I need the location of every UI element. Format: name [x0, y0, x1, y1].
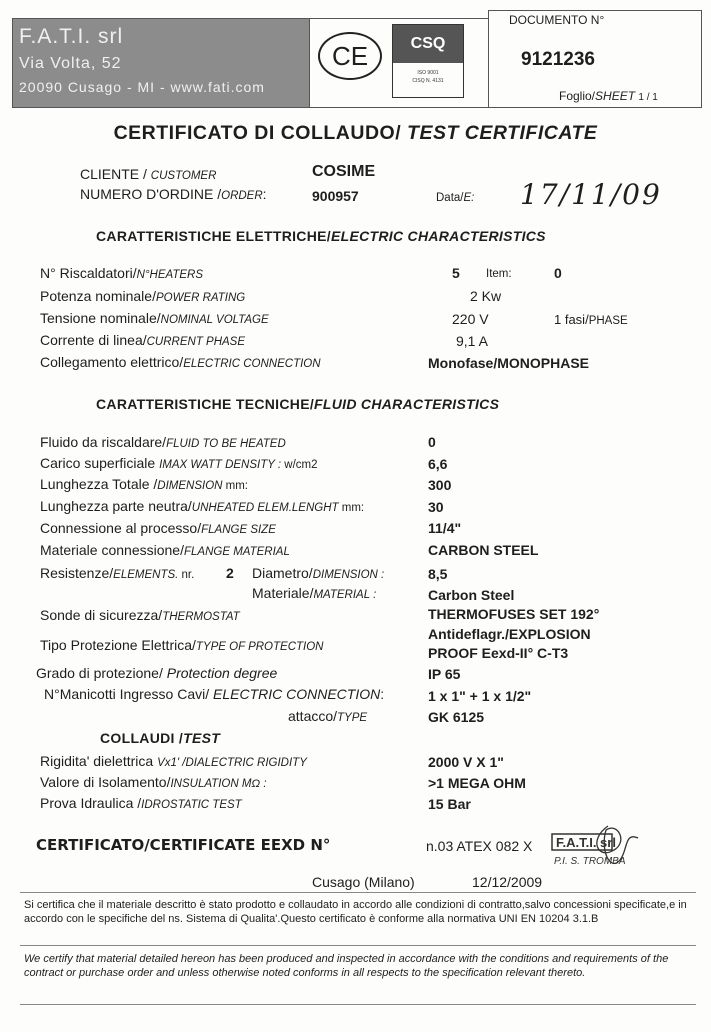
csq-logo-text: CSQ [393, 25, 463, 63]
document-box [488, 10, 702, 108]
stamp-name: P.I. S. TROMBA [554, 856, 626, 867]
heaters-label: N° Riscaldatori/N°HEATERS [40, 265, 204, 281]
degree-label: Grado di protezione/ Protection degree [36, 665, 278, 681]
heaters-value: 5 [452, 265, 460, 281]
item-value: 0 [554, 265, 562, 281]
flange-size-value: 11/4" [428, 520, 462, 536]
csq-small-2: CISQ N. 4131 [412, 78, 444, 84]
hydrostatic-label: Prova Idraulica /IDROSTATIC TEST [40, 795, 242, 811]
footer-separator-2 [20, 945, 696, 946]
protection-label: Tipo Protezione Elettrica/TYPE OF PROTECTION [40, 637, 324, 653]
company-address: Via Volta, 52 [19, 55, 122, 72]
document-number: 9121236 [521, 49, 595, 70]
fluid-section-title: CARATTERISTICHE TECNICHE/FLUID CHARACTERISTICS [96, 396, 500, 412]
insulation-value: >1 MEGA OHM [428, 775, 526, 791]
cable-label: N°Manicotti Ingresso Cavi/ ELECTRIC CONNECTION: [44, 686, 385, 702]
footer-separator-1 [20, 892, 696, 893]
total-length-label: Lunghezza Totale /DIMENSION mm: [40, 476, 249, 492]
protection-value-1: Antideflagr./EXPLOSION [428, 626, 591, 642]
voltage-value: 220 V [452, 311, 489, 327]
certificate-value: n.03 ATEX 082 X [426, 838, 533, 854]
connection-label: Collegamento elettrico/ELECTRIC CONNECTION [40, 354, 321, 370]
test-section-title: COLLAUDI /TEST [100, 730, 221, 746]
certificate-label: CERTIFICATO/CERTIFICATE EEXD N° [36, 836, 331, 854]
power-label: Potenza nominale/POWER RATING [40, 288, 246, 304]
neutral-length-value: 30 [428, 499, 444, 515]
document-label: DOCUMENTO N° [509, 13, 605, 27]
degree-value: IP 65 [428, 666, 461, 682]
flange-material-value: CARBON STEEL [428, 542, 539, 558]
csq-logo [392, 24, 464, 98]
material-label: Materiale/MATERIAL : [252, 585, 377, 601]
current-value: 9,1 A [456, 333, 488, 349]
diameter-label: Diametro/DIMENSION : [252, 565, 385, 581]
power-value: 2 Kw [470, 288, 502, 304]
watt-density-value: 6,6 [428, 456, 448, 472]
company-logo-block [12, 18, 310, 108]
thermostat-value: THERMOFUSES SET 192° [428, 606, 600, 622]
flange-material-label: Materiale connessione/FLANGE MATERIAL [40, 542, 290, 558]
customer-value: COSIME [312, 163, 376, 180]
phase-value: 1 fasi/PHASE [554, 312, 628, 327]
item-label: Item: [486, 268, 512, 280]
footer-italian: Si certifica che il materiale descritto è stato prodotto e collaudato in accordo alle condizioni di contratto,salvo concessioni specificate,e in accordo con le specifiche del ns. Sistema di Qualita'.Questo certificato è conforme alla normativa UNI EN 10204 3.1.B [24, 899, 687, 925]
footer-separator-3 [20, 1004, 696, 1005]
hydrostatic-value: 15 Bar [428, 796, 471, 812]
sheet-label: Foglio/SHEET 1 / 1 [559, 89, 658, 103]
insulation-label: Valore di Isolamento/INSULATION MΩ : [40, 774, 267, 790]
order-label: NUMERO D'ORDINE /ORDER: [80, 186, 267, 202]
date-label: Data/E: [436, 192, 475, 204]
current-label: Corrente di linea/CURRENT PHASE [40, 332, 246, 348]
elements-label: Resistenze/ELEMENTS. nr. [40, 565, 195, 581]
diameter-value: 8,5 [428, 566, 448, 582]
fluid-value: 0 [428, 434, 436, 450]
csq-small-1: ISO 9001 [417, 70, 439, 76]
flange-size-label: Connessione al processo/FLANGE SIZE [40, 520, 276, 536]
date-value: 17/11/09 [520, 178, 662, 211]
page-title: CERTIFICATO DI COLLAUDO/ TEST CERTIFICATE [113, 122, 598, 144]
connection-value: Monofase/MONOPHASE [428, 355, 590, 371]
rigidity-label: Rigidita' dielettrica Vx1' /DIALECTRIC RIGIDITY [40, 753, 307, 769]
signature-stamp [548, 820, 678, 880]
stamp-company: F.A.T.I. srl [556, 835, 616, 850]
cable-value: 1 x 1" + 1 x 1/2" [428, 688, 532, 704]
ce-mark-icon: CE [318, 32, 382, 80]
protection-value-2: PROOF Eexd-II° C-T3 [428, 645, 569, 661]
company-city-web: 20090 Cusago - MI - www.fati.com [19, 79, 265, 95]
total-length-value: 300 [428, 477, 452, 493]
electric-section-title: CARATTERISTICHE ELETTRICHE/ELECTRIC CHARACTERISTICS [96, 228, 546, 244]
place: Cusago (Milano) [312, 874, 415, 890]
company-name: F.A.T.I. srl [19, 25, 124, 48]
type-label: attacco/TYPE [288, 708, 368, 724]
rigidity-value: 2000 V X 1" [428, 754, 504, 770]
customer-label: CLIENTE / CUSTOMER [80, 166, 217, 182]
watt-density-label: Carico superficiale IMAX WATT DENSITY : w/cm2 [40, 455, 318, 471]
neutral-length-label: Lunghezza parte neutra/UNHEATED ELEM.LENGHT mm: [40, 498, 365, 514]
order-value: 900957 [312, 188, 359, 204]
voltage-label: Tensione nominale/NOMINAL VOLTAGE [40, 310, 269, 326]
fluid-label: Fluido da riscaldare/FLUID TO BE HEATED [40, 434, 286, 450]
place-date: 12/12/2009 [472, 874, 543, 890]
type-value: GK 6125 [428, 709, 485, 725]
footer-english: We certify that material detailed hereon has been produced and inspected in accordance with the conditions and requirements of the contract or purchase order and unless otherwise noted conforms in all respects to the specification relevant thereto. [24, 953, 669, 979]
thermostat-label: Sonde di sicurezza/THERMOSTAT [40, 607, 240, 623]
material-value: Carbon Steel [428, 587, 515, 603]
elements-value: 2 [226, 565, 234, 581]
